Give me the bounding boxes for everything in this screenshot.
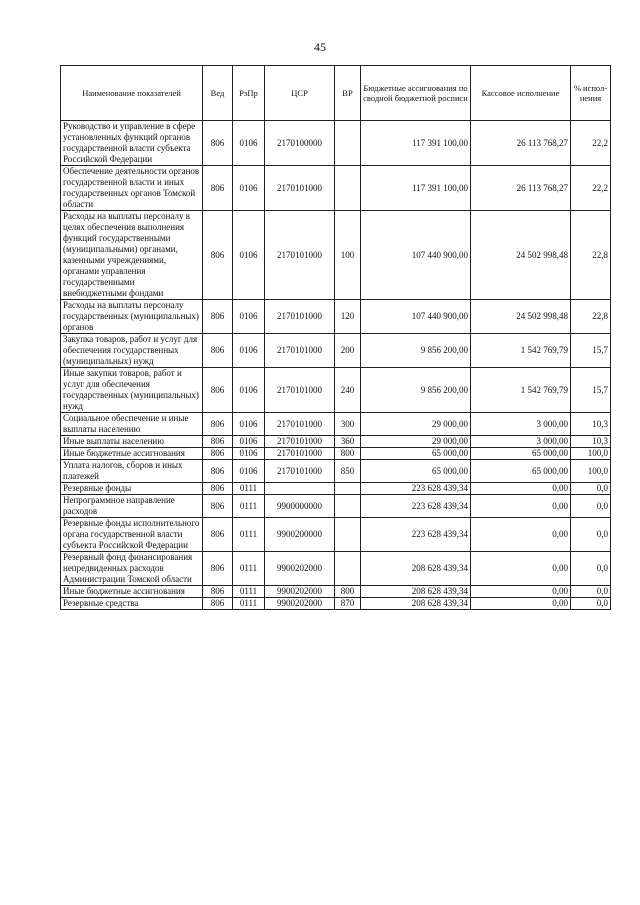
table-row	[61, 121, 611, 166]
cell-rzpr: 0106	[233, 334, 265, 368]
cell-vr	[335, 495, 361, 518]
cell-cash: 26 113 768,27	[471, 121, 571, 166]
cell-cash: 65 000,00	[471, 460, 571, 483]
cell-ved: 806	[203, 121, 233, 166]
header-row	[61, 66, 611, 121]
cell-vr: 800	[335, 448, 361, 460]
cell-rzpr: 0106	[233, 211, 265, 300]
cell-rzpr: 0111	[233, 552, 265, 586]
cell-rzpr: 0106	[233, 121, 265, 166]
header-cash: Кассовое исполнение	[471, 66, 571, 121]
cell-name: Обеспечение деятельности органов государственной власти и иных государственных органов Томской области	[61, 166, 203, 211]
cell-ved: 806	[203, 413, 233, 436]
cell-plan: 223 628 439,34	[361, 483, 471, 495]
cell-rzpr: 0106	[233, 166, 265, 211]
cell-cash: 1 542 769,79	[471, 334, 571, 368]
cell-cash: 3 000,00	[471, 413, 571, 436]
table-row	[61, 211, 611, 300]
cell-name: Резервные фонды	[61, 483, 203, 495]
cell-csr: 2170101000	[265, 413, 335, 436]
cell-vr	[335, 518, 361, 552]
cell-rzpr: 0106	[233, 448, 265, 460]
cell-cash: 3 000,00	[471, 436, 571, 448]
cell-cash: 0,00	[471, 518, 571, 552]
cell-rzpr: 0106	[233, 436, 265, 448]
header-pct: % испол-нения	[571, 66, 611, 121]
cell-ved: 806	[203, 483, 233, 495]
cell-plan: 223 628 439,34	[361, 518, 471, 552]
table-row	[61, 586, 611, 598]
cell-cash: 24 502 998,48	[471, 211, 571, 300]
cell-pct: 22,2	[571, 121, 611, 166]
table-row	[61, 448, 611, 460]
cell-name: Непрограммное направление расходов	[61, 495, 203, 518]
cell-pct: 22,8	[571, 300, 611, 334]
cell-name: Резервные фонды исполнительного органа государственной власти субъекта Российской Федерации	[61, 518, 203, 552]
cell-csr: 9900200000	[265, 518, 335, 552]
cell-pct: 0,0	[571, 518, 611, 552]
cell-name: Иные закупки товаров, работ и услуг для обеспечения государственных (муниципальных) нужд	[61, 368, 203, 413]
cell-rzpr: 0111	[233, 586, 265, 598]
cell-plan: 65 000,00	[361, 448, 471, 460]
cell-pct: 15,7	[571, 334, 611, 368]
cell-ved: 806	[203, 211, 233, 300]
table-row	[61, 300, 611, 334]
cell-name: Уплата налогов, сборов и иных платежей	[61, 460, 203, 483]
cell-rzpr: 0111	[233, 518, 265, 552]
cell-ved: 806	[203, 460, 233, 483]
cell-plan: 223 628 439,34	[361, 495, 471, 518]
cell-vr: 200	[335, 334, 361, 368]
cell-ved: 806	[203, 598, 233, 610]
cell-cash: 0,00	[471, 552, 571, 586]
cell-vr	[335, 552, 361, 586]
cell-csr: 2170101000	[265, 300, 335, 334]
cell-ved: 806	[203, 518, 233, 552]
table-row	[61, 166, 611, 211]
cell-vr	[335, 121, 361, 166]
cell-name: Иные бюджетные ассигнования	[61, 586, 203, 598]
cell-csr: 9900202000	[265, 586, 335, 598]
cell-cash: 0,00	[471, 586, 571, 598]
cell-vr: 120	[335, 300, 361, 334]
cell-rzpr: 0106	[233, 460, 265, 483]
cell-plan: 117 391 100,00	[361, 121, 471, 166]
cell-pct: 0,0	[571, 598, 611, 610]
cell-csr: 2170101000	[265, 436, 335, 448]
cell-ved: 806	[203, 368, 233, 413]
cell-pct: 15,7	[571, 368, 611, 413]
cell-plan: 208 628 439,34	[361, 552, 471, 586]
cell-plan: 208 628 439,34	[361, 598, 471, 610]
cell-csr: 2170101000	[265, 166, 335, 211]
cell-rzpr: 0106	[233, 368, 265, 413]
cell-cash: 65 000,00	[471, 448, 571, 460]
cell-pct: 100,0	[571, 460, 611, 483]
cell-rzpr: 0106	[233, 413, 265, 436]
cell-vr: 870	[335, 598, 361, 610]
table-row	[61, 483, 611, 495]
header-name: Наименование показателей	[61, 66, 203, 121]
table-row	[61, 552, 611, 586]
cell-name: Расходы на выплаты персоналу государственных (муниципальных) органов	[61, 300, 203, 334]
cell-vr	[335, 166, 361, 211]
cell-vr: 850	[335, 460, 361, 483]
cell-ved: 806	[203, 448, 233, 460]
cell-vr: 360	[335, 436, 361, 448]
cell-rzpr: 0111	[233, 598, 265, 610]
cell-csr: 2170101000	[265, 460, 335, 483]
cell-plan: 208 628 439,34	[361, 586, 471, 598]
header-ved: Вед	[203, 66, 233, 121]
cell-name: Иные выплаты населению	[61, 436, 203, 448]
cell-rzpr: 0106	[233, 300, 265, 334]
cell-cash: 0,00	[471, 483, 571, 495]
table-row	[61, 413, 611, 436]
header-vr: ВР	[335, 66, 361, 121]
cell-pct: 22,2	[571, 166, 611, 211]
cell-plan: 9 856 200,00	[361, 368, 471, 413]
cell-ved: 806	[203, 552, 233, 586]
cell-csr: 9900000000	[265, 495, 335, 518]
cell-csr: 2170101000	[265, 368, 335, 413]
cell-cash: 26 113 768,27	[471, 166, 571, 211]
cell-cash: 24 502 998,48	[471, 300, 571, 334]
cell-plan: 9 856 200,00	[361, 334, 471, 368]
cell-plan: 29 000,00	[361, 436, 471, 448]
table-row	[61, 460, 611, 483]
cell-name: Иные бюджетные ассигнования	[61, 448, 203, 460]
cell-pct: 0,0	[571, 483, 611, 495]
cell-ved: 806	[203, 166, 233, 211]
cell-pct: 0,0	[571, 586, 611, 598]
cell-plan: 107 440 900,00	[361, 300, 471, 334]
cell-name: Резервный фонд финансирования непредвиденных расходов Администрации Томской области	[61, 552, 203, 586]
cell-cash: 0,00	[471, 598, 571, 610]
cell-plan: 107 440 900,00	[361, 211, 471, 300]
cell-cash: 0,00	[471, 495, 571, 518]
cell-csr: 9900202000	[265, 552, 335, 586]
cell-name: Закупка товаров, работ и услуг для обеспечения государственных (муниципальных) нужд	[61, 334, 203, 368]
cell-ved: 806	[203, 586, 233, 598]
cell-csr: 9900202000	[265, 598, 335, 610]
table-row	[61, 334, 611, 368]
table-row	[61, 495, 611, 518]
table-row	[61, 436, 611, 448]
cell-name: Расходы на выплаты персоналу в целях обеспечения выполнения функций государственными (муниципальными) органами, казенными учреждениями, органами управления государственными внебюджетными фондами	[61, 211, 203, 300]
cell-name: Резервные средства	[61, 598, 203, 610]
cell-pct: 0,0	[571, 552, 611, 586]
cell-plan: 29 000,00	[361, 413, 471, 436]
cell-ved: 806	[203, 495, 233, 518]
cell-plan: 65 000,00	[361, 460, 471, 483]
cell-plan: 117 391 100,00	[361, 166, 471, 211]
table-row	[61, 518, 611, 552]
cell-vr: 300	[335, 413, 361, 436]
cell-csr	[265, 483, 335, 495]
cell-name: Социальное обеспечение и иные выплаты населению	[61, 413, 203, 436]
cell-pct: 10,3	[571, 413, 611, 436]
cell-pct: 22,8	[571, 211, 611, 300]
cell-pct: 0,0	[571, 495, 611, 518]
cell-cash: 1 542 769,79	[471, 368, 571, 413]
cell-ved: 806	[203, 300, 233, 334]
cell-csr: 2170101000	[265, 211, 335, 300]
cell-vr: 240	[335, 368, 361, 413]
cell-csr: 2170101000	[265, 334, 335, 368]
cell-name: Руководство и управление в сфере установленных функций органов государственной власти субъекта Российской Федерации	[61, 121, 203, 166]
table-row	[61, 598, 611, 610]
cell-csr: 2170100000	[265, 121, 335, 166]
cell-rzpr: 0111	[233, 483, 265, 495]
cell-vr: 100	[335, 211, 361, 300]
cell-vr	[335, 483, 361, 495]
table-row	[61, 368, 611, 413]
header-plan: Бюджетные ассигнования по сводной бюджетной росписи	[361, 66, 471, 121]
cell-ved: 806	[203, 436, 233, 448]
page-number: 45	[314, 40, 326, 54]
cell-ved: 806	[203, 334, 233, 368]
cell-pct: 100,0	[571, 448, 611, 460]
cell-csr: 2170101000	[265, 448, 335, 460]
header-rzpr: РзПр	[233, 66, 265, 121]
header-csr: ЦСР	[265, 66, 335, 121]
cell-pct: 10,3	[571, 436, 611, 448]
cell-rzpr: 0111	[233, 495, 265, 518]
budget-execution-table	[60, 65, 611, 610]
cell-vr: 800	[335, 586, 361, 598]
